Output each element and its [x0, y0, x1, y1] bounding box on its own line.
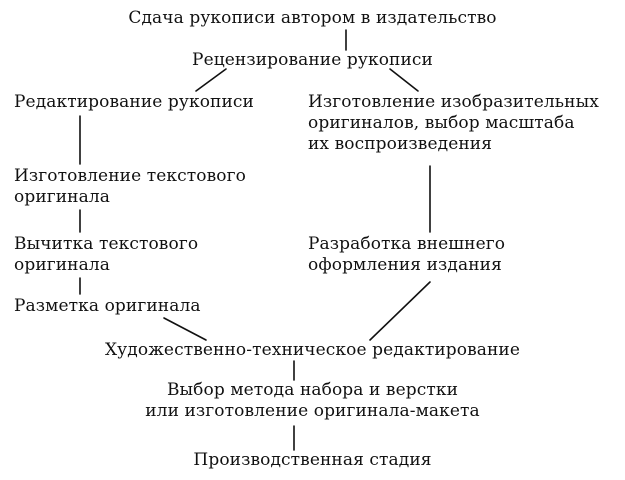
- node-line: Разметка оригинала: [14, 296, 201, 316]
- node-typesetting-method: [0, 380, 625, 422]
- node-line: Сдача рукописи автором в издательство: [128, 8, 497, 28]
- node-line: оригинала: [14, 187, 110, 207]
- node-line: их воспроизведения: [308, 134, 493, 154]
- node-line: оригинала: [14, 255, 110, 275]
- node-manuscript-review: [0, 50, 625, 71]
- node-art-technical-editing: [0, 340, 625, 361]
- node-text-original: [14, 166, 246, 208]
- node-manuscript-editing: [14, 92, 254, 113]
- node-line: или изготовление оригинала-макета: [145, 401, 480, 421]
- node-original-markup: [14, 296, 201, 317]
- node-line: оригиналов, выбор масштаба: [308, 113, 575, 133]
- node-line: Вычитка текстового: [14, 234, 199, 254]
- node-line: Рецензирование рукописи: [192, 50, 433, 70]
- node-production-stage: [0, 450, 625, 471]
- node-illustration-originals: [308, 92, 599, 155]
- edge-review-edit: [196, 69, 226, 91]
- edge-review-illustrations: [390, 69, 418, 91]
- node-line: Изготовление текстового: [14, 166, 246, 186]
- node-submit-manuscript: [0, 8, 625, 29]
- node-line: Редактирование рукописи: [14, 92, 254, 112]
- edge-markup-arttech: [164, 318, 206, 340]
- node-line: оформления издания: [308, 255, 502, 275]
- node-proofreading: [14, 234, 198, 276]
- node-line: Разработка внешнего: [308, 234, 506, 254]
- node-line: Производственная стадия: [193, 450, 432, 470]
- node-line: Выбор метода набора и верстки: [166, 380, 459, 400]
- node-external-design: [308, 234, 505, 276]
- edge-design-arttech: [370, 282, 430, 340]
- node-line: Изготовление изобразительных: [308, 92, 599, 112]
- node-line: Художественно-техническое редактирование: [104, 340, 520, 360]
